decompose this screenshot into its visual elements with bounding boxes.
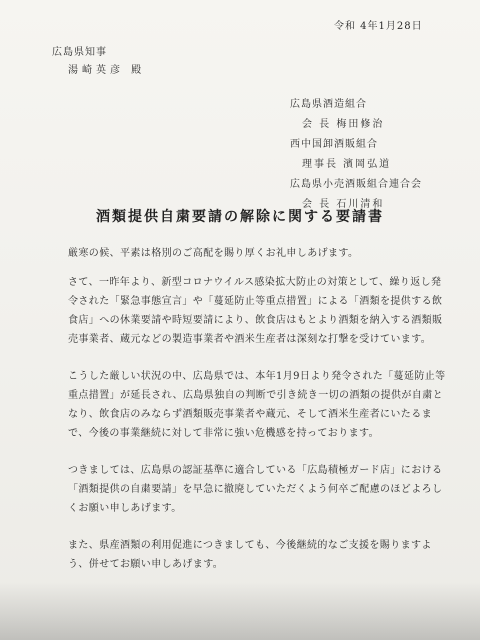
document-date: 令和 4年1月28日 [334,21,423,32]
paragraph-greeting: 厳寒の候、平素は格別のご高配を賜り厚くお礼申しあげます。 [68,248,359,259]
sender-org-1: 広島県酒造組合 [290,99,367,110]
document-body [68,244,450,574]
paragraph-background: さて、一昨年より、新型コロナウイルス感染拡大防止の対策として、繰り返し発令された「緊急事態宣言」や「蔓延防止等重点措置」による「酒類を提供する飲食店」への休業要請や時短要請により、飲食店はもとより酒類を納入する酒類販売事業者、蔵元などの製造事業者や酒米生産者は深刻な打撃を受けています。 [68,277,443,345]
sender-rep-1: 会 長 梅田修治 [302,119,385,130]
sender-block [290,95,470,215]
document-title: 酒類提供自粛要請の解除に関する要請書 [96,209,384,225]
paragraph-closing: また、県産酒類の利用促進につきましても、今後継続的なご支援を賜りますよう、併せてお願い申しあげます。 [68,540,432,570]
paragraph-request: つきましては、広島県の認証基準に適合している「広島積極ガード店」における「酒類提供の自粛要請」を早急に撤廃していただくよう何卒ご配慮のほどよろしくお願い申しあげます。 [68,465,443,514]
sender-rep-3: 会 長 石川清和 [302,199,385,210]
addressee-name: 湯崎英彦 殿 [68,65,146,76]
sender-rep-2: 理事長 濱岡弘道 [302,159,392,170]
sender-org-3: 広島県小売酒販組合連合会 [290,179,422,190]
paragraph-situation: こうした厳しい状況の中、広島県では、本年1月9日より発令された「蔓延防止等重点措置」が延長され、広島県独自の判断で引き続き一切の酒類の提供が自粛となり、飲食店のみならず酒類販売事業者や蔵元、そして酒米生産者にいたるまで、今後の事業継続に対して非常に強い危機感を持っております。 [68,371,446,439]
paper-shadow [0,582,480,640]
addressee-position: 広島県知事 [52,47,107,58]
sender-org-2: 西中国卸酒販組合 [290,139,378,150]
